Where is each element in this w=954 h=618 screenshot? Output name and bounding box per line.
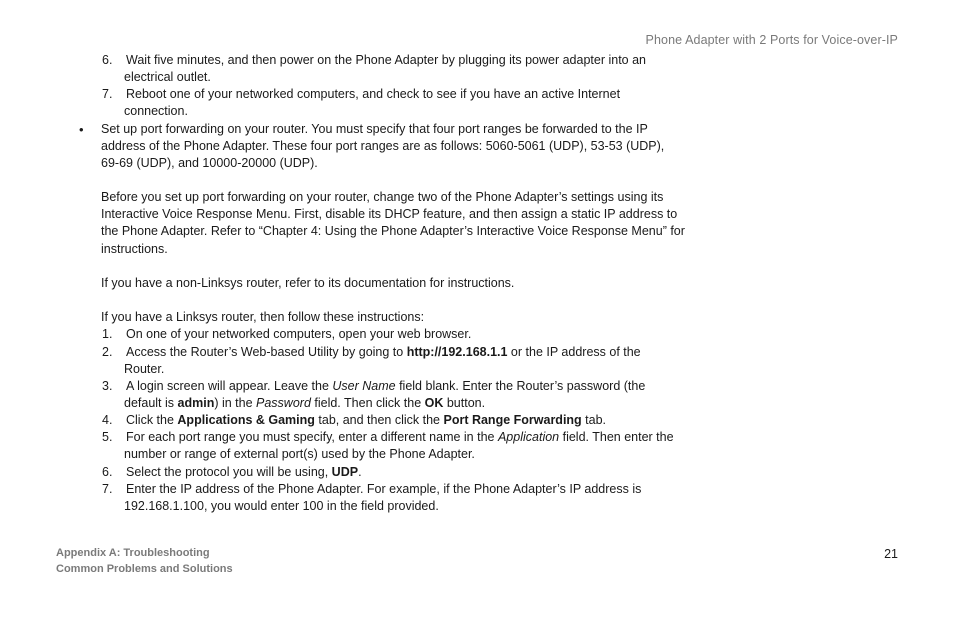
before-paragraph-line: Interactive Voice Response Menu. First, disable its DHCP feature, and then assign a static IP address to (101, 207, 678, 221)
non-linksys-paragraph: If you have a non-Linksys router, refer to its documentation for instructions. (101, 276, 515, 290)
bullet-line: address of the Phone Adapter. These four port ranges are as follows: 5060-5061 (UDP), 53-53 (UDP), (101, 139, 665, 153)
footer-section: Appendix A: Troubleshooting (56, 547, 210, 559)
before-paragraph-line: instructions. (101, 242, 168, 256)
linksys-intro: If you have a Linksys router, then follow these instructions: (101, 310, 425, 324)
bullet-line: Set up port forwarding on your router. You must specify that four port ranges be forwarded to the IP (101, 122, 648, 136)
step-3-cont: default is admin) in the Password field. Then click the OK button. (124, 396, 486, 410)
step-7: 7. Enter the IP address of the Phone Adapter. For example, if the Phone Adapter’s IP address is (102, 482, 642, 496)
step-2-cont: Router. (124, 362, 165, 376)
step-2: 2. Access the Router’s Web-based Utility by going to http://192.168.1.1 or the IP address of the (102, 345, 641, 359)
router-url: http://192.168.1.1 (406, 345, 508, 359)
step-3: 3. A login screen will appear. Leave the User Name field blank. Enter the Router’s password (the (102, 379, 646, 393)
page-number: 21 (884, 547, 898, 561)
running-header: Phone Adapter with 2 Ports for Voice-over-IP (645, 33, 898, 47)
step-6: 6. Select the protocol you will be using, UDP. (102, 465, 362, 479)
before-paragraph-line: Before you set up port forwarding on your router, change two of the Phone Adapter’s settings using its (101, 190, 664, 204)
step-1: 1. On one of your networked computers, open your web browser. (102, 327, 472, 341)
step-7-cont: 192.168.1.100, you would enter 100 in the field provided. (124, 499, 439, 513)
bullet-marker: • (79, 122, 84, 137)
step-4: 4. Click the Applications & Gaming tab, and then click the Port Range Forwarding tab. (102, 413, 607, 427)
step-6-top-cont: electrical outlet. (124, 70, 211, 84)
bullet-line: 69-69 (UDP), and 10000-20000 (UDP). (101, 156, 318, 170)
step-5: 5. For each port range you must specify, enter a different name in the Application field. Then enter the (102, 430, 674, 444)
before-paragraph-line: the Phone Adapter. Refer to “Chapter 4: Using the Phone Adapter’s Interactive Voice Response Menu” for (101, 224, 685, 238)
footer-subsection: Common Problems and Solutions (56, 563, 233, 575)
step-7-top-cont: connection. (124, 104, 188, 118)
step-7-top: 7. Reboot one of your networked computers, and check to see if you have an active Internet (102, 87, 621, 101)
step-5-cont: number or range of external port(s) used by the Phone Adapter. (124, 447, 475, 461)
step-6-top: 6. Wait five minutes, and then power on the Phone Adapter by plugging its power adapter into an (102, 53, 647, 67)
